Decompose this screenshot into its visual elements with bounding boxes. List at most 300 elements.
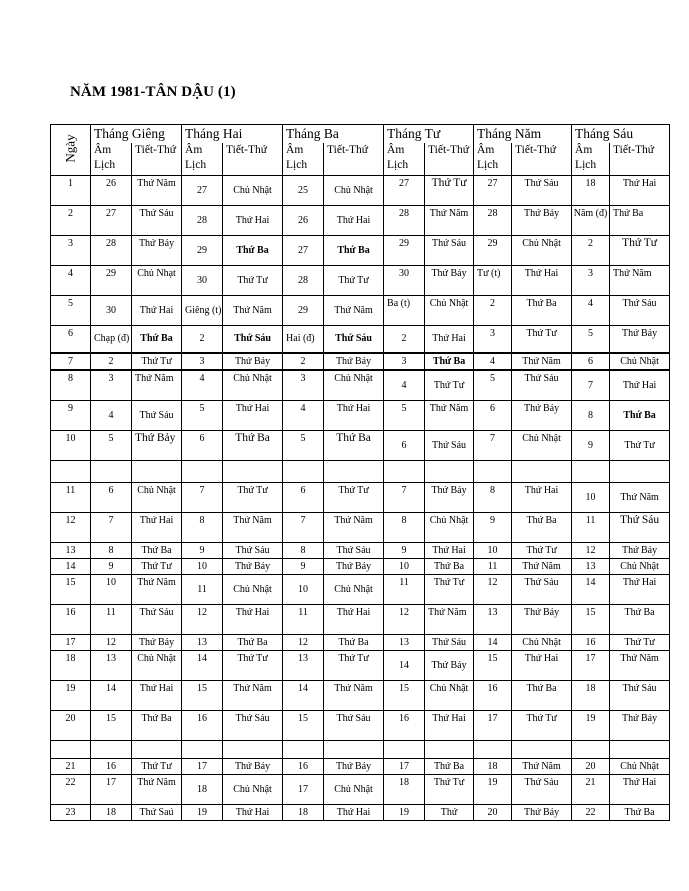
weekday-cell: Thứ Ba	[425, 758, 474, 774]
weekday-cell: Thứ Tư	[425, 370, 474, 400]
weekday-cell: Thứ Bảy	[425, 482, 474, 512]
lunar-date-cell: 2	[283, 353, 324, 370]
weekday-cell: Chủ Nhật	[610, 353, 670, 370]
day-number: 19	[51, 680, 91, 710]
lunar-date-cell: 19	[384, 804, 425, 820]
blank-cell	[51, 740, 91, 758]
lunar-date-cell: 9	[91, 558, 132, 574]
lunar-date-cell: 12	[572, 542, 610, 558]
lunar-date-cell: 18	[283, 804, 324, 820]
term-weekday-subheader: Tiết-Thứ	[324, 143, 384, 175]
blank-cell	[51, 460, 91, 482]
weekday-cell: Thứ Bảy	[223, 353, 283, 370]
weekday-cell: Thứ Ba	[425, 558, 474, 574]
weekday-cell: Thứ Năm	[132, 370, 182, 400]
lunar-date-cell: 15	[572, 604, 610, 634]
weekday-cell: Thứ Bảy	[425, 265, 474, 295]
weekday-cell: Thứ Bảy	[132, 634, 182, 650]
weekday-cell: Thứ Tư	[512, 325, 572, 353]
blank-row	[51, 460, 670, 482]
lunar-date-cell: 17	[283, 774, 324, 804]
weekday-cell: Thứ Hai	[610, 774, 670, 804]
weekday-cell: Thứ Sáu	[132, 400, 182, 430]
calendar-row	[51, 512, 670, 542]
weekday-cell: Thứ Năm	[425, 604, 474, 634]
weekday-cell: Thứ Sáu	[425, 634, 474, 650]
weekday-cell: Thứ Tư	[425, 574, 474, 604]
weekday-cell: Chủ Nhật	[512, 235, 572, 265]
weekday-cell: Thứ Hai	[324, 400, 384, 430]
lunar-date-cell: 28	[474, 205, 512, 235]
weekday-cell: Thứ Tư	[610, 430, 670, 460]
lunar-date-cell: 14	[384, 650, 425, 680]
weekday-cell: Thứ Saú	[132, 804, 182, 820]
blank-cell	[91, 460, 132, 482]
lunar-date-cell: 8	[474, 482, 512, 512]
lunar-date-cell: 11	[283, 604, 324, 634]
lunar-date-cell: 6	[283, 482, 324, 512]
lunar-date-cell: 7	[182, 482, 223, 512]
weekday-cell: Thứ Hai	[610, 175, 670, 205]
weekday-cell: Thứ Năm	[512, 558, 572, 574]
day-number: 18	[51, 650, 91, 680]
weekday-cell: Thứ Sáu	[610, 295, 670, 325]
lunar-date-cell: 3	[283, 370, 324, 400]
blank-cell	[512, 460, 572, 482]
lunar-date-cell: 30	[182, 265, 223, 295]
calendar-row	[51, 482, 670, 512]
weekday-cell: Thứ Ba	[223, 430, 283, 460]
day-column-header	[51, 125, 91, 176]
calendar-row	[51, 205, 670, 235]
day-number: 4	[51, 265, 91, 295]
calendar-row	[51, 558, 670, 574]
weekday-cell: Thứ Năm	[610, 650, 670, 680]
lunar-date-cell: 16	[572, 634, 610, 650]
weekday-cell: Thứ Hai	[512, 482, 572, 512]
lunar-date-cell: 10	[572, 482, 610, 512]
lunar-date-cell: 16	[91, 758, 132, 774]
weekday-cell: Thứ Hai	[425, 710, 474, 740]
lunar-date-cell: 19	[474, 774, 512, 804]
blank-cell	[425, 740, 474, 758]
lunar-date-cell: 3	[572, 265, 610, 295]
weekday-cell: Chủ Nhật	[324, 370, 384, 400]
lunar-date-cell: 3	[182, 353, 223, 370]
lunar-date-cell: 17	[182, 758, 223, 774]
lunar-date-cell: 5	[572, 325, 610, 353]
lunar-date-cell: 29	[283, 295, 324, 325]
blank-cell	[474, 460, 512, 482]
day-number: 10	[51, 430, 91, 460]
calendar-row	[51, 265, 670, 295]
weekday-cell: Thứ Hai	[324, 205, 384, 235]
weekday-cell: Thứ Hai	[132, 512, 182, 542]
lunar-date-cell: 11	[91, 604, 132, 634]
lunar-date-cell: Chạp (đ)	[91, 325, 132, 353]
weekday-cell: Chủ Nhật	[324, 175, 384, 205]
lunar-date-cell: 4	[572, 295, 610, 325]
lunar-date-cell: 2	[572, 235, 610, 265]
blank-cell	[572, 740, 610, 758]
day-number: 23	[51, 804, 91, 820]
lunar-date-cell: 2	[384, 325, 425, 353]
weekday-cell: Thứ Bảy	[610, 710, 670, 740]
weekday-cell: Thứ Hai	[610, 574, 670, 604]
lunar-date-cell: 26	[91, 175, 132, 205]
weekday-cell: Thứ Năm	[223, 512, 283, 542]
weekday-cell: Chủ Nhật	[324, 774, 384, 804]
month-header: Tháng Ba	[283, 125, 384, 144]
weekday-cell: Thứ Hai	[223, 205, 283, 235]
lunar-date-subheader: Âm Lịch	[91, 143, 132, 175]
weekday-cell: Thứ Tư	[324, 265, 384, 295]
lunar-date-subheader: Âm Lịch	[474, 143, 512, 175]
lunar-date-cell: 8	[91, 542, 132, 558]
blank-cell	[512, 740, 572, 758]
month-header: Tháng Giêng	[91, 125, 182, 144]
weekday-cell: Thứ Tư	[610, 235, 670, 265]
weekday-cell: Thứ Bảy	[324, 353, 384, 370]
lunar-date-cell: 27	[474, 175, 512, 205]
weekday-cell: Thứ Năm	[223, 295, 283, 325]
weekday-cell: Thứ Sáu	[132, 604, 182, 634]
weekday-cell: Thứ Sáu	[324, 710, 384, 740]
term-weekday-subheader: Tiết-Thứ	[132, 143, 182, 175]
lunar-date-cell: 8	[283, 542, 324, 558]
weekday-cell: Thứ Sáu	[512, 370, 572, 400]
blank-cell	[182, 460, 223, 482]
lunar-date-cell: 7	[572, 370, 610, 400]
weekday-cell: Thứ Năm	[132, 774, 182, 804]
lunar-date-cell: 2	[182, 325, 223, 353]
weekday-cell: Thứ Năm	[132, 574, 182, 604]
lunar-date-cell: 5	[384, 400, 425, 430]
month-header: Tháng Sáu	[572, 125, 670, 144]
lunar-date-cell: 6	[182, 430, 223, 460]
lunar-date-cell: 17	[572, 650, 610, 680]
day-number: 5	[51, 295, 91, 325]
day-number: 3	[51, 235, 91, 265]
lunar-date-cell: 17	[91, 774, 132, 804]
weekday-cell: Thứ Sáu	[324, 325, 384, 353]
lunar-date-cell: 18	[91, 804, 132, 820]
weekday-cell: Thứ Năm	[223, 680, 283, 710]
lunar-date-cell: 13	[384, 634, 425, 650]
lunar-date-cell: 15	[384, 680, 425, 710]
lunar-date-cell: 5	[91, 430, 132, 460]
calendar-row	[51, 235, 670, 265]
day-number: 14	[51, 558, 91, 574]
lunar-date-cell: 5	[283, 430, 324, 460]
weekday-cell: Thứ Bảy	[425, 650, 474, 680]
lunar-date-cell: 4	[384, 370, 425, 400]
blank-cell	[610, 460, 670, 482]
lunar-date-cell: 17	[474, 710, 512, 740]
weekday-cell: Thứ Hai	[425, 325, 474, 353]
lunar-date-cell: 28	[283, 265, 324, 295]
weekday-cell: Thứ Sáu	[610, 680, 670, 710]
weekday-cell: Chủ Nhật	[223, 574, 283, 604]
weekday-cell: Chủ Nhật	[223, 774, 283, 804]
lunar-date-cell: 9	[384, 542, 425, 558]
lunar-date-cell: 7	[474, 430, 512, 460]
blank-cell	[610, 740, 670, 758]
lunar-date-cell: 21	[572, 774, 610, 804]
weekday-cell: Thứ Bảy	[512, 604, 572, 634]
lunar-date-cell: 29	[182, 235, 223, 265]
lunar-date-cell: 10	[283, 574, 324, 604]
lunar-date-cell: 27	[384, 175, 425, 205]
lunar-date-cell: Hai (đ)	[283, 325, 324, 353]
weekday-cell: Thứ Bảy	[512, 804, 572, 820]
weekday-cell: Thứ Tư	[223, 650, 283, 680]
lunar-date-cell: 6	[474, 400, 512, 430]
lunar-date-cell: 4	[474, 353, 512, 370]
weekday-cell: Thứ Tư	[610, 634, 670, 650]
calendar-row	[51, 710, 670, 740]
lunar-date-cell: 15	[474, 650, 512, 680]
lunar-date-cell: Tư (t)	[474, 265, 512, 295]
lunar-date-cell: 10	[384, 558, 425, 574]
lunar-date-cell: 4	[91, 400, 132, 430]
weekday-cell: Thứ Hai	[223, 604, 283, 634]
weekday-cell: Thứ Sáu	[223, 325, 283, 353]
page-title: NĂM 1981-TÂN DẬU (1)	[70, 84, 236, 100]
lunar-date-cell: 16	[182, 710, 223, 740]
weekday-cell: Thứ Ba	[610, 400, 670, 430]
weekday-cell: Thứ Tư	[132, 353, 182, 370]
weekday-cell: Thứ Ba	[610, 604, 670, 634]
lunar-date-cell: 17	[384, 758, 425, 774]
lunar-date-subheader: Âm Lịch	[572, 143, 610, 175]
weekday-cell: Thứ Bảy	[324, 558, 384, 574]
lunar-date-cell: 3	[474, 325, 512, 353]
blank-cell	[283, 460, 324, 482]
blank-row	[51, 740, 670, 758]
lunar-date-cell: Ba (t)	[384, 295, 425, 325]
calendar-row	[51, 804, 670, 820]
weekday-cell: Thứ Bảy	[610, 325, 670, 353]
lunar-date-cell: 13	[182, 634, 223, 650]
lunar-date-cell: 12	[384, 604, 425, 634]
blank-cell	[182, 740, 223, 758]
weekday-cell: Thứ Năm	[324, 295, 384, 325]
lunar-date-cell: 16	[474, 680, 512, 710]
lunar-date-cell: 7	[283, 512, 324, 542]
weekday-cell: Chủ Nhật	[425, 512, 474, 542]
lunar-date-cell: 27	[283, 235, 324, 265]
weekday-cell: Thứ Hai	[223, 400, 283, 430]
day-number: 1	[51, 175, 91, 205]
weekday-cell: Thứ Năm	[610, 265, 670, 295]
day-number: 21	[51, 758, 91, 774]
lunar-date-cell: 6	[572, 353, 610, 370]
weekday-cell: Thứ Hai	[610, 370, 670, 400]
weekday-cell: Thứ Ba	[132, 325, 182, 353]
day-number: 9	[51, 400, 91, 430]
lunar-date-cell: 7	[384, 482, 425, 512]
lunar-date-cell: 11	[182, 574, 223, 604]
day-number: 20	[51, 710, 91, 740]
lunar-date-cell: 9	[182, 542, 223, 558]
lunar-date-cell: 12	[182, 604, 223, 634]
lunar-date-cell: 28	[91, 235, 132, 265]
blank-cell	[132, 460, 182, 482]
weekday-cell: Thứ Sáu	[223, 710, 283, 740]
lunar-date-cell: 3	[91, 370, 132, 400]
weekday-cell: Thứ Sáu	[512, 774, 572, 804]
weekday-cell: Thứ Hai	[324, 604, 384, 634]
calendar-row	[51, 295, 670, 325]
blank-cell	[474, 740, 512, 758]
lunar-date-cell: 16	[384, 710, 425, 740]
calendar-row	[51, 430, 670, 460]
month-header: Tháng Tư	[384, 125, 474, 144]
lunar-date-cell: 29	[384, 235, 425, 265]
weekday-cell: Chủ Nhật	[425, 295, 474, 325]
day-number: 11	[51, 482, 91, 512]
lunar-date-cell: 18	[182, 774, 223, 804]
weekday-cell: Thứ Sáu	[610, 512, 670, 542]
weekday-cell: Thứ Hai	[324, 804, 384, 820]
weekday-cell: Thứ Ba	[512, 512, 572, 542]
month-header: Tháng Hai	[182, 125, 283, 144]
lunar-date-cell: 18	[384, 774, 425, 804]
weekday-cell: Thứ Sáu	[425, 430, 474, 460]
lunar-date-cell: 2	[91, 353, 132, 370]
day-number: 6	[51, 325, 91, 353]
weekday-cell: Thứ Sáu	[324, 542, 384, 558]
weekday-cell: Chủ Nhật	[610, 758, 670, 774]
weekday-cell: Thứ Ba	[425, 353, 474, 370]
blank-cell	[91, 740, 132, 758]
weekday-cell: Thứ Tư	[324, 650, 384, 680]
weekday-cell: Thứ Bảy	[512, 205, 572, 235]
lunar-date-cell: 16	[283, 758, 324, 774]
weekday-cell: Thứ Năm	[512, 758, 572, 774]
term-weekday-subheader: Tiết-Thứ	[425, 143, 474, 175]
lunar-date-cell: 30	[91, 295, 132, 325]
weekday-cell: Thứ Ba	[324, 430, 384, 460]
weekday-cell: Thứ Năm	[324, 680, 384, 710]
weekday-cell: Chủ Nhật	[223, 370, 283, 400]
weekday-cell: Thứ Bảy	[324, 758, 384, 774]
calendar-row	[51, 542, 670, 558]
weekday-cell: Thứ Năm	[425, 400, 474, 430]
lunar-date-cell: 27	[91, 205, 132, 235]
lunar-date-subheader: Âm Lịch	[384, 143, 425, 175]
weekday-cell: Thứ Sáu	[512, 175, 572, 205]
term-weekday-subheader: Tiết-Thứ	[223, 143, 283, 175]
lunar-date-cell: 28	[384, 205, 425, 235]
weekday-cell: Thứ Hai	[132, 295, 182, 325]
weekday-cell: Thứ Tư	[223, 265, 283, 295]
lunar-date-cell: 12	[283, 634, 324, 650]
lunar-date-cell: 26	[283, 205, 324, 235]
day-number: 22	[51, 774, 91, 804]
weekday-cell: Thứ Hai	[132, 680, 182, 710]
lunar-date-cell: 30	[384, 265, 425, 295]
weekday-cell: Thứ Bảy	[512, 400, 572, 430]
lunar-date-cell: 9	[283, 558, 324, 574]
weekday-cell: Thứ Sáu	[425, 235, 474, 265]
weekday-cell: Chủ Nhật	[512, 634, 572, 650]
lunar-date-cell: 2	[474, 295, 512, 325]
weekday-cell: Thứ Bảy	[223, 758, 283, 774]
day-number: 16	[51, 604, 91, 634]
weekday-cell: Thứ Tư	[512, 542, 572, 558]
weekday-cell: Thứ Ba	[610, 205, 670, 235]
lunar-date-cell: 9	[474, 512, 512, 542]
lunar-date-cell: 5	[474, 370, 512, 400]
weekday-cell: Thứ Tư	[425, 774, 474, 804]
lunar-date-cell: 14	[91, 680, 132, 710]
weekday-cell: Thứ Tư	[512, 710, 572, 740]
blank-cell	[384, 740, 425, 758]
weekday-cell: Thứ Ba	[610, 804, 670, 820]
blank-cell	[223, 740, 283, 758]
lunar-date-cell: 6	[91, 482, 132, 512]
lunar-date-cell: 4	[283, 400, 324, 430]
lunar-date-cell: 8	[182, 512, 223, 542]
weekday-cell: Thứ Sáu	[512, 574, 572, 604]
weekday-cell: Thứ Ba	[223, 634, 283, 650]
weekday-cell: Thứ Hai	[425, 542, 474, 558]
day-number: 8	[51, 370, 91, 400]
lunar-date-cell: 15	[91, 710, 132, 740]
lunar-date-cell: 10	[474, 542, 512, 558]
weekday-cell: Thứ Năm	[610, 482, 670, 512]
lunar-date-cell: 28	[182, 205, 223, 235]
calendar-row	[51, 758, 670, 774]
day-number: 13	[51, 542, 91, 558]
weekday-cell: Thứ Năm	[512, 353, 572, 370]
weekday-cell: Thứ Bảy	[223, 558, 283, 574]
weekday-cell: Chủ Nhật	[132, 482, 182, 512]
lunar-date-cell: 10	[182, 558, 223, 574]
weekday-cell: Thứ Bảy	[132, 430, 182, 460]
lunar-date-subheader: Âm Lịch	[182, 143, 223, 175]
calendar-row	[51, 175, 670, 205]
lunar-date-cell: 8	[572, 400, 610, 430]
weekday-cell: Thứ Tư	[132, 758, 182, 774]
weekday-cell: Thứ Năm	[425, 205, 474, 235]
weekday-cell: Thứ Ba	[132, 710, 182, 740]
lunar-date-cell: 19	[182, 804, 223, 820]
weekday-cell: Thứ Ba	[324, 634, 384, 650]
lunar-date-cell: 29	[474, 235, 512, 265]
lunar-date-cell: 20	[572, 758, 610, 774]
lunar-date-cell: Giêng (t)	[182, 295, 223, 325]
weekday-cell: Thứ Tư	[132, 558, 182, 574]
calendar-row	[51, 650, 670, 680]
lunar-date-cell: 11	[474, 558, 512, 574]
weekday-cell: Chủ Nhật	[223, 175, 283, 205]
calendar-row	[51, 353, 670, 370]
weekday-cell: Thứ Ba	[132, 542, 182, 558]
lunar-date-cell: 18	[572, 175, 610, 205]
lunar-date-cell: 12	[91, 634, 132, 650]
weekday-cell: Thứ Năm	[324, 512, 384, 542]
lunar-date-cell: 9	[572, 430, 610, 460]
lunar-date-cell: 5	[182, 400, 223, 430]
lunar-date-cell: 15	[182, 680, 223, 710]
weekday-cell: Chủ Nhật	[425, 680, 474, 710]
calendar-row	[51, 774, 670, 804]
lunar-date-cell: 19	[572, 710, 610, 740]
lunar-date-cell: 13	[572, 558, 610, 574]
